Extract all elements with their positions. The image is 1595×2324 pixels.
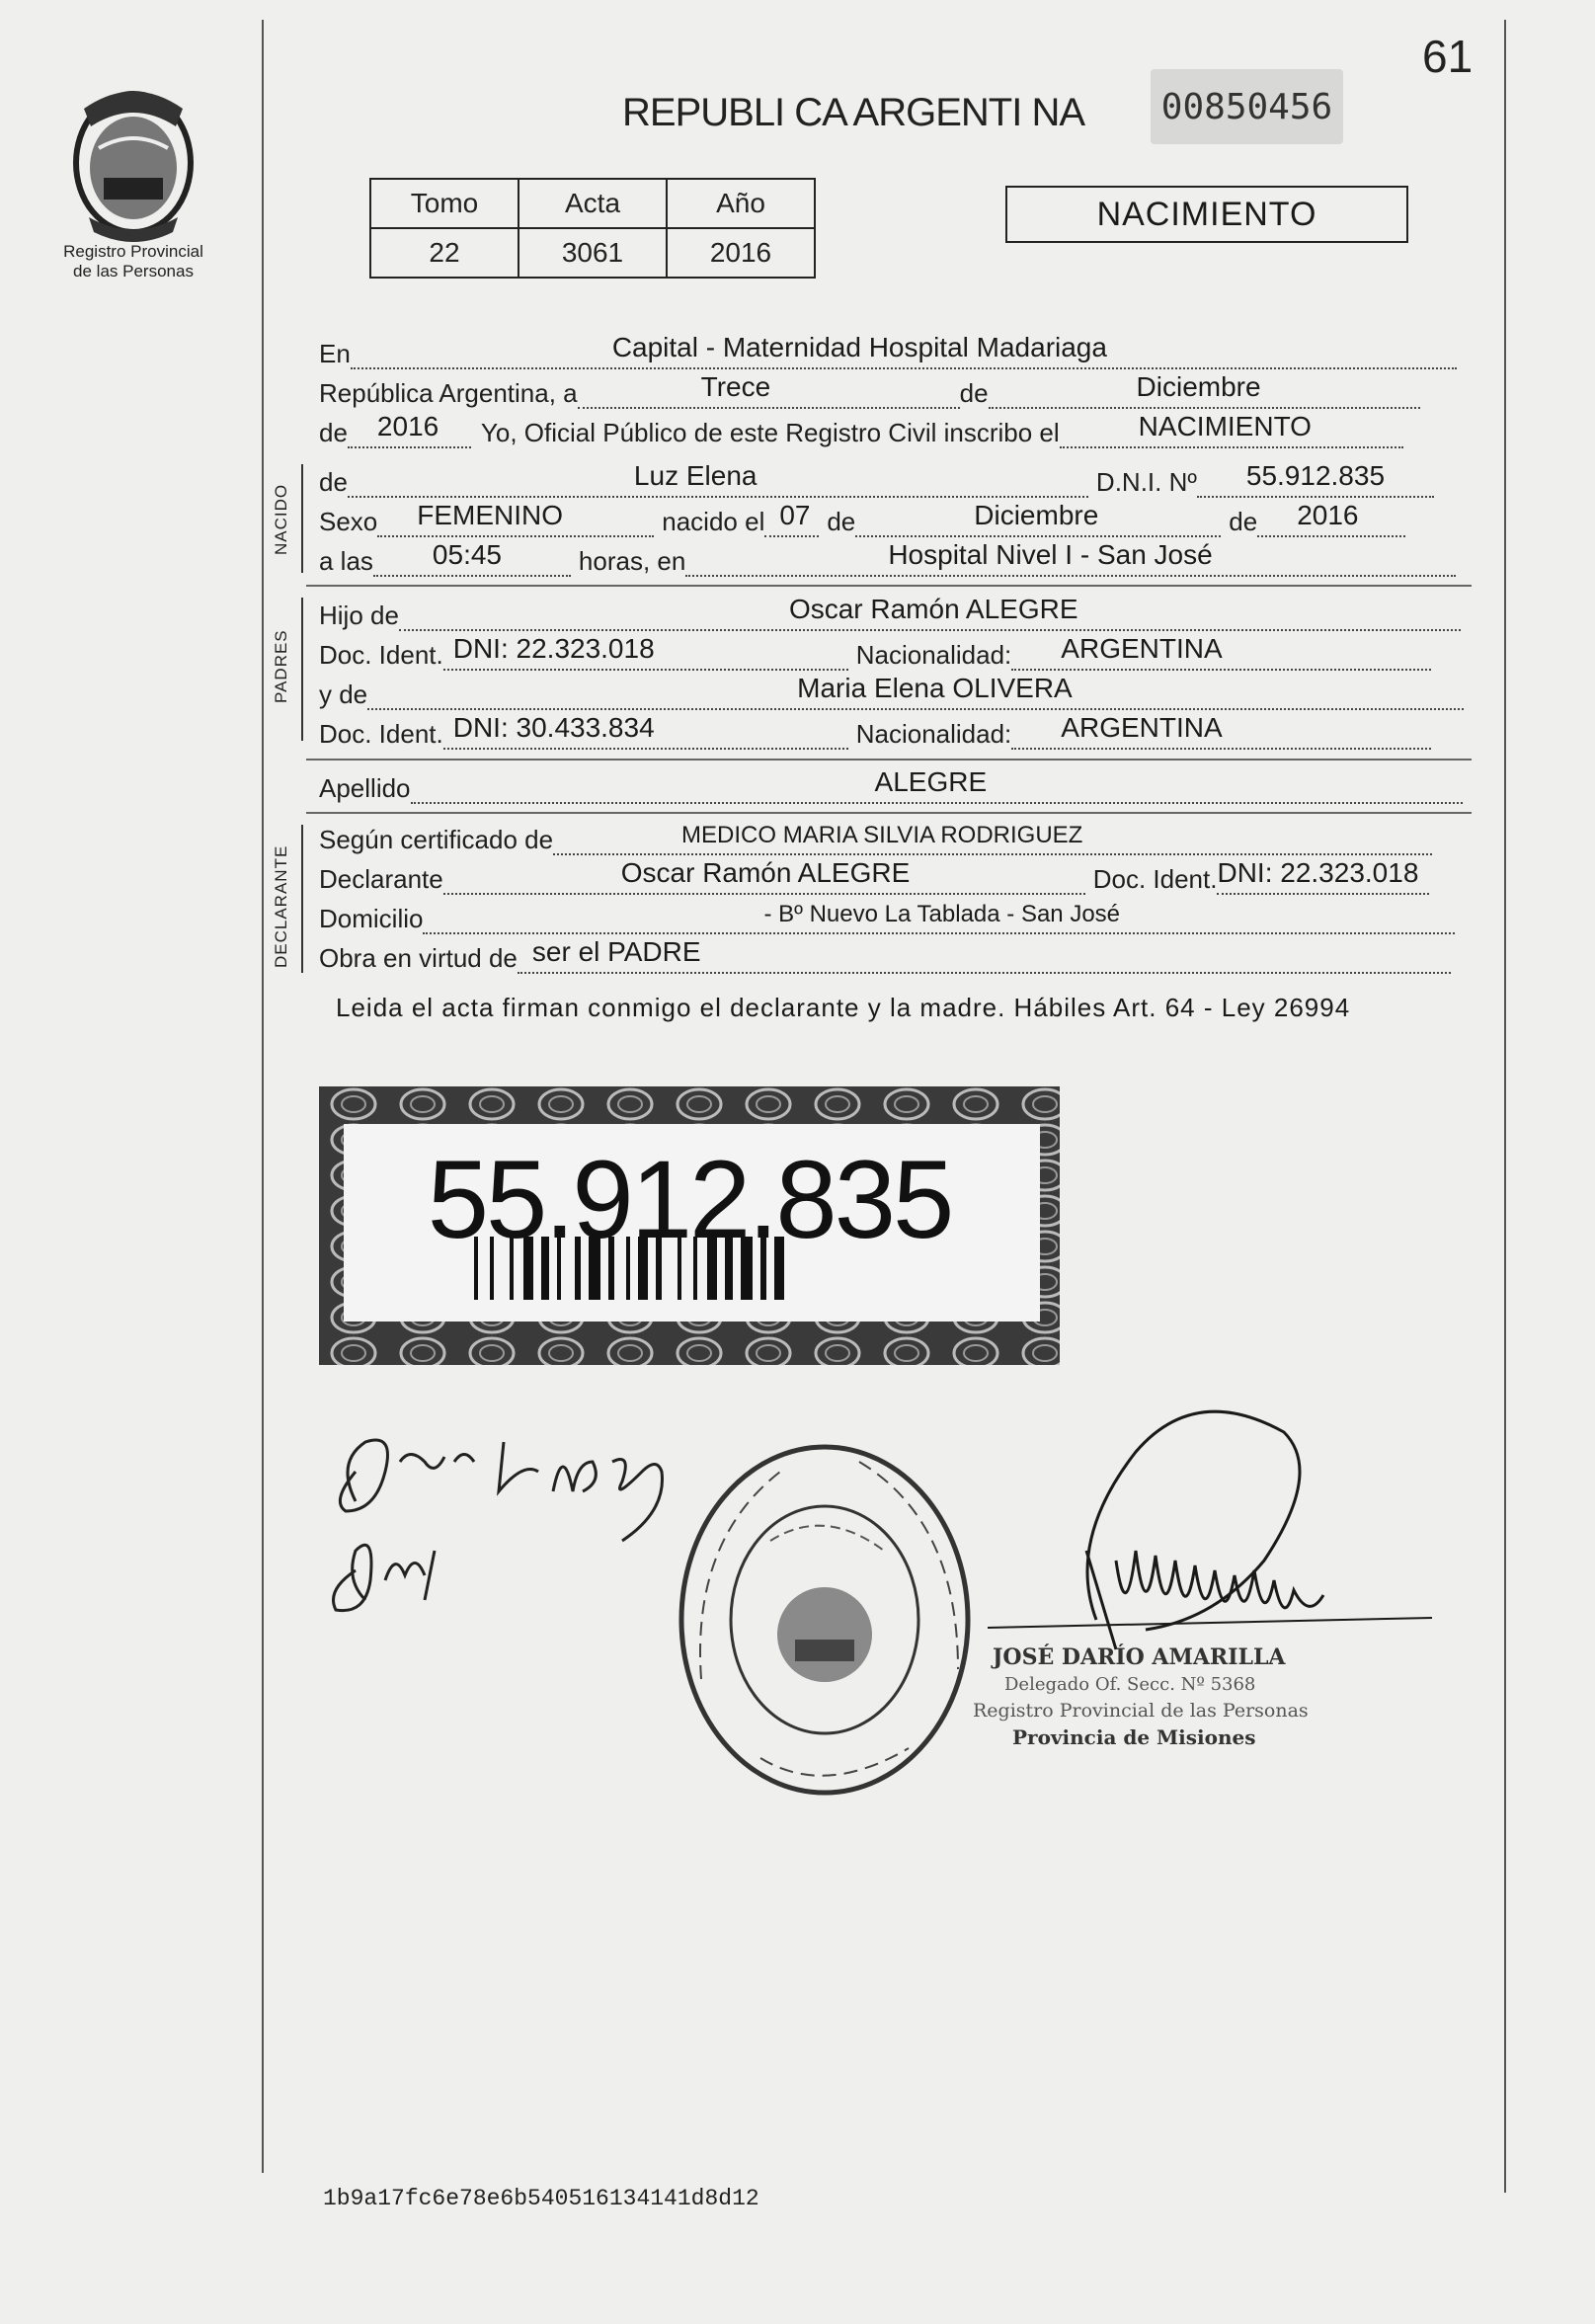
- birth-year-value: 2016: [1297, 500, 1359, 530]
- domicilio-row: [319, 901, 1455, 934]
- day-word-value: Trece: [700, 371, 771, 402]
- round-registry-seal: [662, 1422, 988, 1817]
- hijo-de-label: Hijo de: [319, 601, 399, 630]
- y-de-label: y de: [319, 680, 368, 709]
- nacido-section-label: NACIDO: [272, 483, 290, 555]
- tomo-header: Tomo: [370, 179, 518, 228]
- declarante-doc-label: Doc. Ident.: [1092, 864, 1218, 894]
- inscribo-label: Yo, Oficial Público de este Registro Civil inscribo el: [480, 418, 1060, 447]
- father-doc-row: [319, 633, 1431, 671]
- anio-value: 2016: [667, 228, 815, 278]
- child-dni-value: 55.912.835: [1245, 460, 1386, 491]
- father-nat-value: ARGENTINA: [1061, 633, 1223, 664]
- father-name-value: Oscar Ramón ALEGRE: [788, 594, 1078, 624]
- place-row: [319, 332, 1457, 369]
- declarante-section-label: DECLARANTE: [272, 844, 290, 968]
- de-year-label: de: [1229, 507, 1258, 536]
- record-type-box: NACIMIENTO: [1005, 186, 1408, 243]
- inscribo-value: NACIMIENTO: [1138, 411, 1312, 441]
- apellido-value: ALEGRE: [874, 766, 988, 797]
- mother-doc-value: DNI: 30.433.834: [452, 712, 655, 743]
- mother-name-value: Maria Elena OLIVERA: [797, 673, 1073, 703]
- declarante-label: Declarante: [319, 864, 443, 894]
- reference-table: [369, 178, 816, 279]
- mother-row: [319, 673, 1464, 710]
- hora-row: [319, 539, 1456, 577]
- official-name: JOSÉ DARÍO AMARILLA: [993, 1644, 1286, 1670]
- domicilio-label: Domicilio: [319, 904, 424, 933]
- document-hash: 1b9a17fc6e78e6b540516134141d8d12: [323, 2186, 759, 2211]
- declarante-bracket: [301, 825, 303, 973]
- registry-caption: [40, 242, 227, 281]
- page-number: 61: [1422, 31, 1474, 82]
- certificado-label: Según certificado de: [319, 825, 554, 854]
- official-province: Provincia de Misiones: [1012, 1725, 1256, 1749]
- obra-value: ser el PADRE: [531, 936, 701, 967]
- nacido-divider: [306, 585, 1472, 587]
- barcode-number: 55.912.835: [427, 1138, 952, 1261]
- birth-month-value: Diciembre: [974, 500, 1099, 530]
- registry-caption-line-2: de las Personas: [73, 262, 194, 280]
- child-name-value: Luz Elena: [633, 460, 758, 491]
- birth-day-value: 07: [779, 500, 811, 530]
- apellido-divider: [306, 812, 1472, 814]
- mother-doc-row: [319, 712, 1431, 750]
- declarante-doc-value: DNI: 22.323.018: [1217, 857, 1419, 888]
- father-doc-value: DNI: 22.323.018: [452, 633, 655, 664]
- nacido-de-label: de: [319, 467, 348, 497]
- year-value: 2016: [376, 411, 439, 441]
- closing-note: Leida el acta firman conmigo el declarante y la madre. Hábiles Art. 64 - Ley 26994: [336, 993, 1351, 1022]
- padres-bracket: [301, 598, 303, 741]
- place-value: Capital - Maternidad Hospital Madariaga: [611, 332, 1107, 362]
- month-value: Diciembre: [1136, 371, 1261, 402]
- registry-caption-line-1: Registro Provincial: [63, 242, 203, 261]
- sexo-value: FEMENINO: [417, 500, 564, 530]
- padres-section-label: PADRES: [272, 629, 290, 703]
- father-row: [319, 594, 1461, 631]
- mother-doc-label: Doc. Ident.: [319, 719, 443, 749]
- de-month-label: de: [827, 507, 856, 536]
- country-title: REPUBLI CA ARGENTI NA: [622, 91, 1085, 134]
- sexo-label: Sexo: [319, 507, 378, 536]
- nacido-name-row: [319, 460, 1434, 498]
- declarante-name-value: Oscar Ramón ALEGRE: [620, 857, 911, 888]
- sexo-row: [319, 500, 1405, 537]
- father-doc-label: Doc. Ident.: [319, 640, 443, 670]
- nacido-el-label: nacido el: [662, 507, 765, 536]
- inscribo-row: [319, 411, 1403, 448]
- acta-value: 3061: [518, 228, 667, 278]
- apellido-row: [319, 766, 1463, 804]
- official-registry: Registro Provincial de las Personas: [973, 1700, 1309, 1722]
- horas-label: horas, en: [578, 546, 686, 576]
- serial-number-sticker: 00850456: [1151, 69, 1343, 144]
- apellido-label: Apellido: [319, 773, 411, 803]
- mother-nat-label: Nacionalidad:: [855, 719, 1012, 749]
- certificado-row: [319, 822, 1432, 855]
- mother-nat-value: ARGENTINA: [1061, 712, 1223, 743]
- certificado-value: MEDICO MARIA SILVIA RODRIGUEZ: [681, 822, 1083, 848]
- anio-header: Año: [667, 179, 815, 228]
- birth-time-value: 05:45: [432, 539, 502, 570]
- obra-row: [319, 936, 1451, 974]
- obra-label: Obra en virtud de: [319, 943, 518, 973]
- left-margin-line: [262, 20, 264, 2173]
- dni-label: D.N.I. Nº: [1095, 467, 1197, 497]
- declarante-row: [319, 857, 1429, 895]
- father-nat-label: Nacionalidad:: [855, 640, 1012, 670]
- en-label: En: [319, 339, 351, 368]
- republica-label: República Argentina, a: [319, 378, 578, 408]
- right-margin-line: [1504, 20, 1506, 2193]
- domicilio-value: - Bº Nuevo La Tablada - San José: [763, 901, 1121, 927]
- dni-barcode-sticker: [319, 1086, 1060, 1365]
- date-row: [319, 371, 1420, 409]
- alas-label: a las: [319, 546, 373, 576]
- provincial-seal-logo: [59, 69, 207, 247]
- nacido-bracket: [301, 464, 303, 573]
- official-role: Delegado Of. Secc. Nº 5368: [1004, 1674, 1256, 1695]
- de-label-1: de: [959, 378, 989, 408]
- official-stamp-text: [973, 1644, 1309, 1751]
- birth-place-value: Hospital Nivel I - San José: [888, 539, 1213, 570]
- de-label-2: de: [319, 418, 348, 447]
- acta-header: Acta: [518, 179, 667, 228]
- padres-divider: [306, 759, 1472, 761]
- tomo-value: 22: [370, 228, 518, 278]
